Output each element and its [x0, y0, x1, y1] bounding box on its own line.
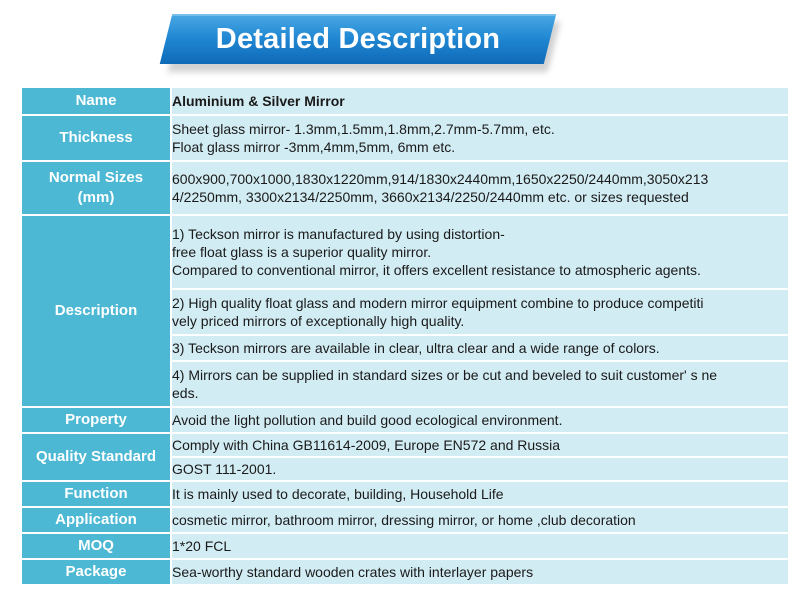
value-property: Avoid the light pollution and build good ecological environment.	[172, 408, 788, 432]
value-function: It is mainly used to decorate, building, Household Life	[172, 482, 788, 506]
label-thickness: Thickness	[22, 116, 172, 160]
value-name: Aluminium & Silver Mirror	[172, 88, 788, 114]
label-name: Name	[22, 88, 172, 114]
label-package: Package	[22, 560, 172, 584]
row-package	[22, 560, 788, 584]
description-item-1: 1) Teckson mirror is manufactured by using distortion- free float glass is a superior quality mirror. Compared to conventional mirror, it offers excellent resistance to atmospheric agents.	[172, 226, 701, 278]
label-quality-standard: Quality Standard	[22, 434, 172, 480]
spec-table	[22, 86, 788, 586]
label-normal-sizes: Normal Sizes (mm)	[48, 169, 144, 206]
title-banner	[166, 14, 558, 72]
row-application	[22, 508, 788, 532]
value-application: cosmetic mirror, bathroom mirror, dressing mirror, or home ,club decoration	[172, 508, 788, 532]
row-name	[22, 88, 788, 114]
row-normal-sizes	[22, 162, 788, 214]
quality-standard-item-2: GOST 111-2001.	[172, 458, 788, 480]
row-quality-standard-1	[22, 434, 788, 456]
description-item-2: 2) High quality float glass and modern mirror equipment combine to produce competiti vely priced mirrors of exceptionally high quality.	[172, 295, 704, 329]
label-moq: MOQ	[22, 534, 172, 558]
value-thickness: Sheet glass mirror- 1.3mm,1.5mm,1.8mm,2.7mm-5.7mm, etc. Float glass mirror -3mm,4mm,5mm, 6mm etc.	[172, 121, 555, 155]
row-thickness	[22, 116, 788, 160]
label-function: Function	[22, 482, 172, 506]
description-item-4: 4) Mirrors can be supplied in standard sizes or be cut and beveled to suit customer' s ne eds.	[172, 367, 718, 401]
description-item-3: 3) Teckson mirrors are available in clear, ultra clear and a wide range of colors.	[172, 340, 660, 356]
label-property: Property	[22, 408, 172, 432]
quality-standard-item-1: Comply with China GB11614-2009, Europe EN572 and Russia	[172, 434, 788, 456]
page-title: Detailed Description	[215, 23, 501, 55]
value-moq: 1*20 FCL	[172, 534, 788, 558]
value-normal-sizes: 600x900,700x1000,1830x1220mm,914/1830x2440mm,1650x2250/2440mm,3050x213 4/2250mm, 3300x2134/2250mm, 3660x2134/2250/2440mm etc. or sizes requested	[172, 171, 709, 205]
row-description-1	[22, 216, 788, 288]
row-moq	[22, 534, 788, 558]
row-function	[22, 482, 788, 506]
label-application: Application	[22, 508, 172, 532]
value-package: Sea-worthy standard wooden crates with interlayer papers	[172, 560, 788, 584]
row-property	[22, 408, 788, 432]
label-description: Description	[22, 216, 172, 406]
